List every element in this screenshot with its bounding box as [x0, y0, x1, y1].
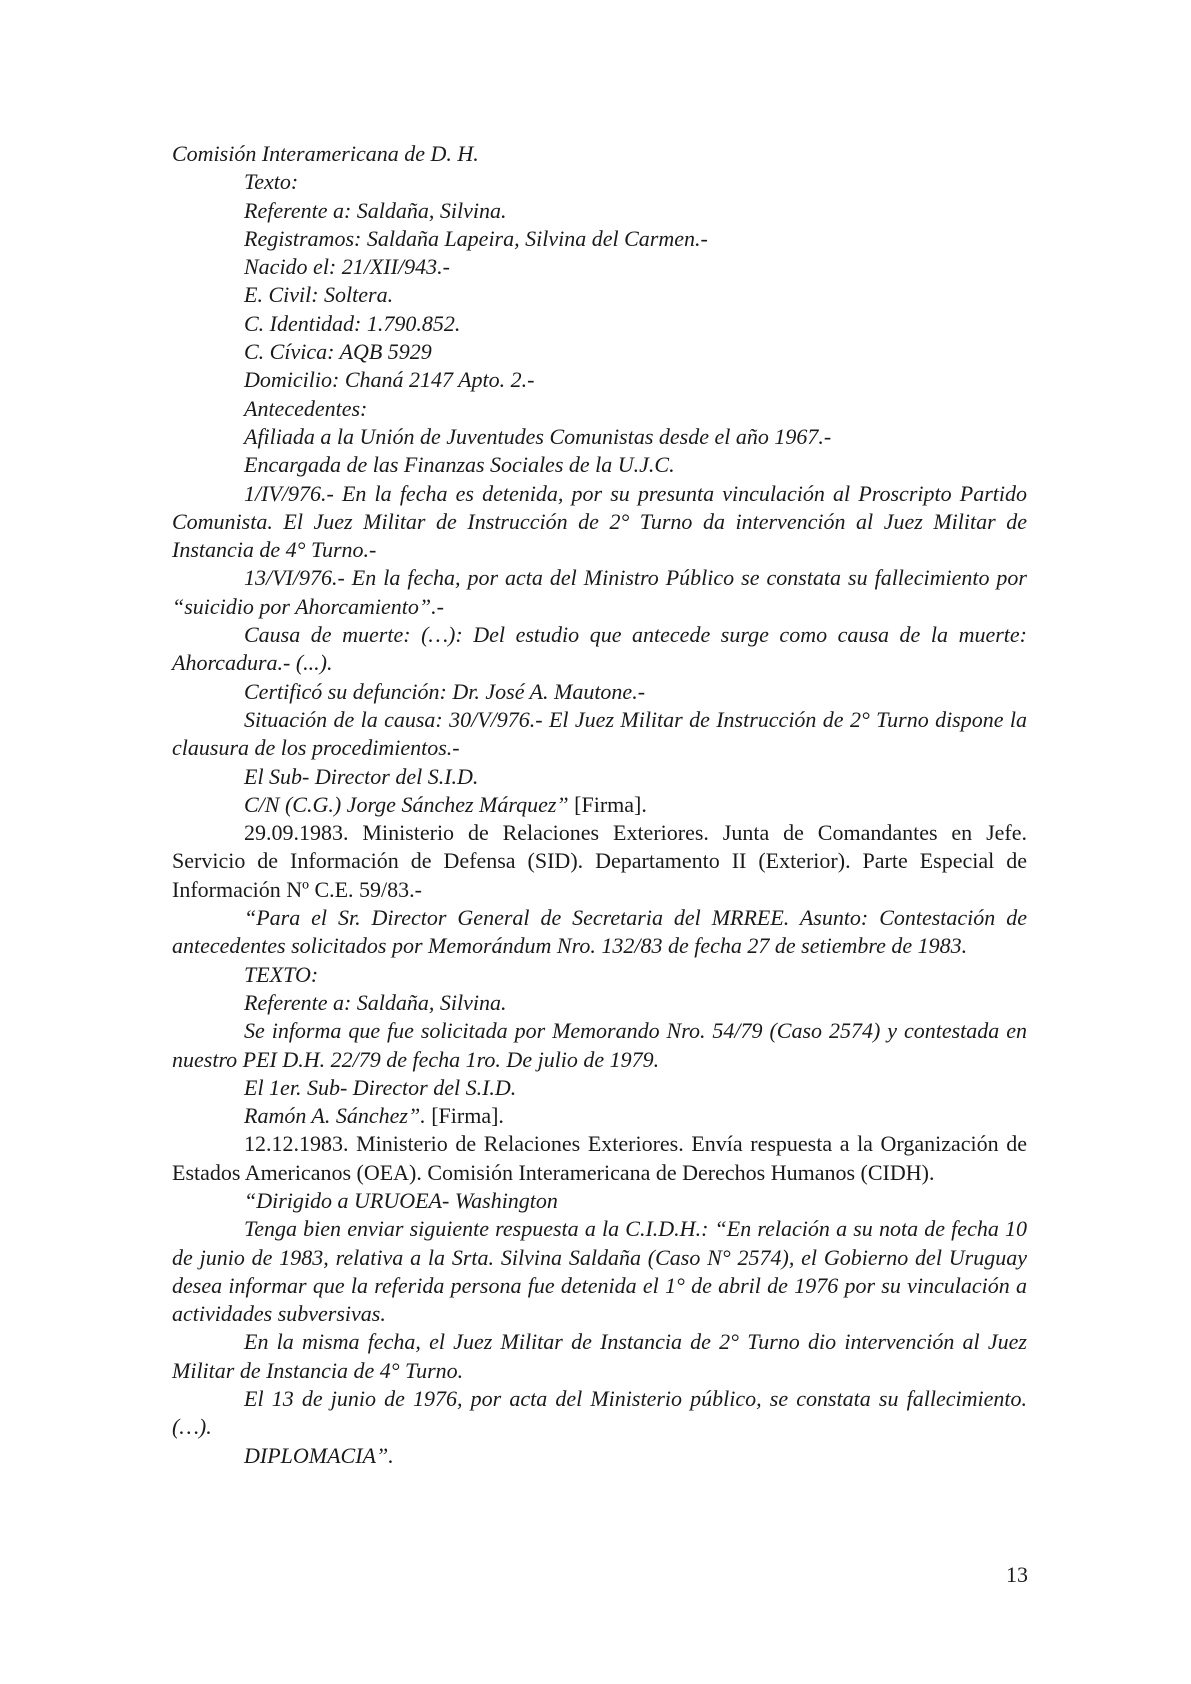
paragraph: 1/IV/976.- En la fecha es detenida, por su presunta vinculación al Proscripto Partido Comunista. El Juez Militar de Instrucción de 2° Turno da intervención al Juez Militar de Instancia de 4° Turno.-: [172, 480, 1027, 563]
text-line: DIPLOMACIA”.: [244, 1442, 394, 1468]
page-number: 13: [1006, 1562, 1028, 1587]
text-line: Certificó su defunción: Dr. José A. Mautone.-: [244, 678, 646, 704]
signature-note: [Firma].: [568, 791, 647, 817]
text-line: El 1er. Sub- Director del S.I.D.: [244, 1074, 517, 1100]
paragraph: El 13 de junio de 1976, por acta del Ministerio público, se constata su fallecimiento. (…).: [172, 1386, 1027, 1440]
paragraph: Tenga bien enviar siguiente respuesta a la C.I.D.H.: “En relación a su nota de fecha 10 de junio de 1983, relativa a la Srta. Silvina Saldaña (Caso N° 2574), el Gobierno del Uruguay desea informar que la referida persona fue detenida el 1° de abril de 1976 por su vinculación a actividades subversivas.: [172, 1216, 1027, 1327]
text-line: E. Civil: Soltera.: [244, 282, 394, 308]
paragraph: 13/VI/976.- En la fecha, por acta del Ministro Público se constata su fallecimiento por “suicidio por Ahorcamiento”.-: [172, 565, 1027, 619]
paragraph: En la misma fecha, el Juez Militar de Instancia de 2° Turno dio intervención al Juez Militar de Instancia de 4° Turno.: [172, 1329, 1027, 1383]
text-line: Texto:: [244, 169, 299, 195]
paragraph: 29.09.1983. Ministerio de Relaciones Exteriores. Junta de Comandantes en Jefe. Servicio de Información de Defensa (SID). Departamento II (Exterior). Parte Especial de Información Nº C.E. 59/83.-: [172, 820, 1027, 902]
text-line: El Sub- Director del S.I.D.: [244, 763, 479, 789]
text-line: Domicilio: Chaná 2147 Apto. 2.-: [244, 367, 535, 393]
paragraph: Situación de la causa: 30/V/976.- El Juez Militar de Instrucción de 2° Turno dispone la clausura de los procedimientos.-: [172, 706, 1027, 761]
paragraph: Causa de muerte: (…): Del estudio que antecede surge como causa de la muerte: Ahorcadura.- (...).: [172, 622, 1027, 676]
text-line: Afiliada a la Unión de Juventudes Comunistas desde el año 1967.-: [244, 423, 832, 449]
document-body: [172, 140, 1027, 1470]
text-line: Nacido el: 21/XII/943.-: [244, 254, 450, 280]
text-line: “Dirigido a URUOEA- Washington: [244, 1187, 558, 1213]
paragraph: Se informa que fue solicitada por Memorando Nro. 54/79 (Caso 2574) y contestada en nuestro PEI D.H. 22/79 de fecha 1ro. De julio de 1979.: [172, 1018, 1027, 1072]
text-line: Encargada de las Finanzas Sociales de la U.J.C.: [244, 452, 675, 478]
text-line: TEXTO:: [244, 961, 319, 987]
paragraph: 12.12.1983. Ministerio de Relaciones Exteriores. Envía respuesta a la Organización de Estados Americanos (OEA). Comisión Interamericana de Derechos Humanos (CIDH).: [172, 1131, 1027, 1185]
text-line: C. Cívica: AQB 5929: [244, 339, 432, 365]
text-line: Registramos: Saldaña Lapeira, Silvina del Carmen.-: [244, 225, 708, 251]
heading-line: Comisión Interamericana de D. H.: [172, 141, 479, 166]
text-line: Referente a: Saldaña, Silvina.: [244, 197, 507, 223]
paragraph: “Para el Sr. Director General de Secretaria del MRREE. Asunto: Contestación de antecedentes solicitados por Memorándum Nro. 132/83 de fecha 27 de setiembre de 1983.: [172, 905, 1027, 959]
text-line: Antecedentes:: [244, 395, 368, 421]
signature-note: [Firma].: [425, 1103, 504, 1129]
signature-name: C/N (C.G.) Jorge Sánchez Márquez”: [244, 791, 569, 817]
signature-name: Ramón A. Sánchez”.: [244, 1103, 426, 1129]
signature-line: [172, 1102, 1027, 1130]
text-line: C. Identidad: 1.790.852.: [244, 310, 461, 336]
signature-line: [172, 791, 1027, 819]
text-line: Referente a: Saldaña, Silvina.: [244, 989, 507, 1015]
